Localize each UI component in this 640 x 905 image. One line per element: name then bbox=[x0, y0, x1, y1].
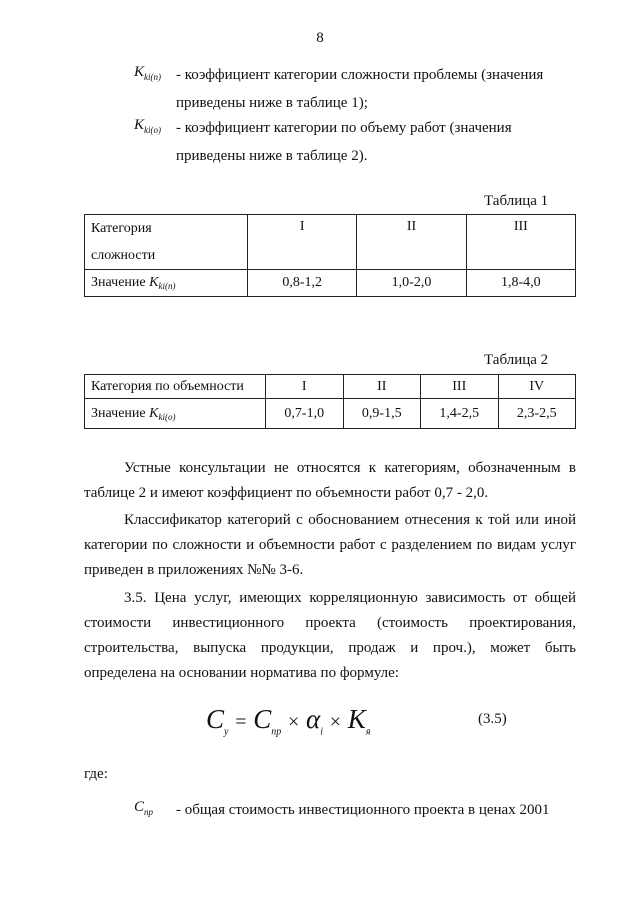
table-cell bbox=[85, 270, 248, 297]
formula-subscript: я bbox=[365, 726, 371, 738]
table-header-cell: III bbox=[466, 215, 575, 270]
table-cell: 0,7-1,0 bbox=[266, 399, 344, 429]
definition-symbol-2 bbox=[134, 117, 161, 135]
table-header-cell: I bbox=[248, 215, 357, 270]
symbol-base: K bbox=[149, 405, 159, 421]
row-label: Категория bbox=[91, 221, 152, 236]
table-1-caption: Таблица 1 bbox=[484, 193, 549, 209]
formula-symbol: α bbox=[306, 704, 321, 734]
table-row bbox=[85, 270, 576, 297]
symbol-base: K bbox=[134, 64, 145, 80]
multiply-sign: × bbox=[288, 711, 300, 733]
equals-sign: = bbox=[235, 711, 247, 733]
table-cell: 0,8-1,2 bbox=[248, 270, 357, 297]
row-label: Значение bbox=[91, 405, 150, 421]
formula-subscript: i bbox=[320, 726, 324, 738]
table-cell bbox=[85, 399, 266, 429]
row-label: Значение bbox=[91, 275, 150, 290]
page-number: 8 bbox=[316, 30, 324, 46]
where-definition-text: - общая стоимость инвестиционного проекта в ценах 2001 bbox=[176, 802, 550, 818]
table-cell: 1,4-2,5 bbox=[421, 399, 499, 429]
table-2 bbox=[84, 374, 576, 429]
table-header-cell: III bbox=[421, 375, 499, 399]
symbol-subscript: ki(o) bbox=[158, 411, 176, 422]
symbol-base: C bbox=[134, 799, 145, 815]
definition-line: приведены ниже в таблице 2). bbox=[176, 148, 368, 164]
symbol-subscript: ki(o) bbox=[144, 125, 162, 135]
paragraph: Классификатор категорий с обоснованием отнесения к той или иной категории по сложности и объемности работ с разделением по видам услуг приведен в приложениях №№ 3-6. bbox=[84, 512, 576, 578]
symbol-subscript: ki(n) bbox=[144, 72, 162, 82]
table-cell: Категория по объемности bbox=[85, 375, 266, 399]
table-header-cell: IV bbox=[498, 375, 576, 399]
formula-symbol: K bbox=[347, 704, 366, 734]
definition-line: - коэффициент категории по объему работ (значения bbox=[176, 120, 512, 136]
formula-subscript: пр bbox=[271, 726, 282, 738]
table-cell: 1,0-2,0 bbox=[357, 270, 466, 297]
table-row bbox=[85, 375, 576, 399]
definition-line: - коэффициент категории сложности проблемы (значения bbox=[176, 67, 544, 83]
definition-text-1 bbox=[176, 62, 596, 116]
table-cell bbox=[85, 215, 248, 270]
definition-text-2 bbox=[176, 115, 596, 169]
symbol-base: K bbox=[134, 117, 145, 133]
table-row bbox=[85, 399, 576, 429]
table-cell: 1,8-4,0 bbox=[466, 270, 575, 297]
symbol-subscript: пр bbox=[144, 807, 154, 817]
symbol-base: K bbox=[149, 275, 159, 290]
formula-symbol: C bbox=[206, 704, 225, 734]
formula bbox=[206, 704, 370, 737]
row-label: сложности bbox=[91, 248, 156, 263]
table-cell: 0,9-1,5 bbox=[343, 399, 421, 429]
table-header-cell: II bbox=[343, 375, 421, 399]
formula-subscript: у bbox=[224, 726, 229, 738]
table-1 bbox=[84, 214, 576, 297]
formula-symbol: C bbox=[253, 704, 272, 734]
where-symbol bbox=[134, 799, 153, 817]
paragraph: Устные консультации не относятся к категориям, обозначенным в таблице 2 и имеют коэффициент по объемности работ 0,7 - 2,0. bbox=[84, 460, 576, 501]
definition-symbol-1 bbox=[134, 64, 161, 82]
table-cell: 2,3-2,5 bbox=[498, 399, 576, 429]
table-2-caption: Таблица 2 bbox=[484, 352, 549, 368]
table-header-cell: I bbox=[266, 375, 344, 399]
formula-number: (3.5) bbox=[478, 711, 507, 727]
definition-line: приведены ниже в таблице 1); bbox=[176, 95, 368, 111]
table-row bbox=[85, 215, 576, 270]
where-label: где: bbox=[84, 766, 108, 782]
symbol-subscript: ki(n) bbox=[158, 281, 176, 291]
multiply-sign: × bbox=[329, 711, 342, 733]
paragraph: 3.5. Цена услуг, имеющих корреляционную зависимость от общей стоимости инвестиционного проекта (стоимость проектирования, строительства, выпуска продукции, продаж и проч.), может быть определена на основании норматива по формуле: bbox=[84, 590, 576, 681]
table-header-cell: II bbox=[357, 215, 466, 270]
